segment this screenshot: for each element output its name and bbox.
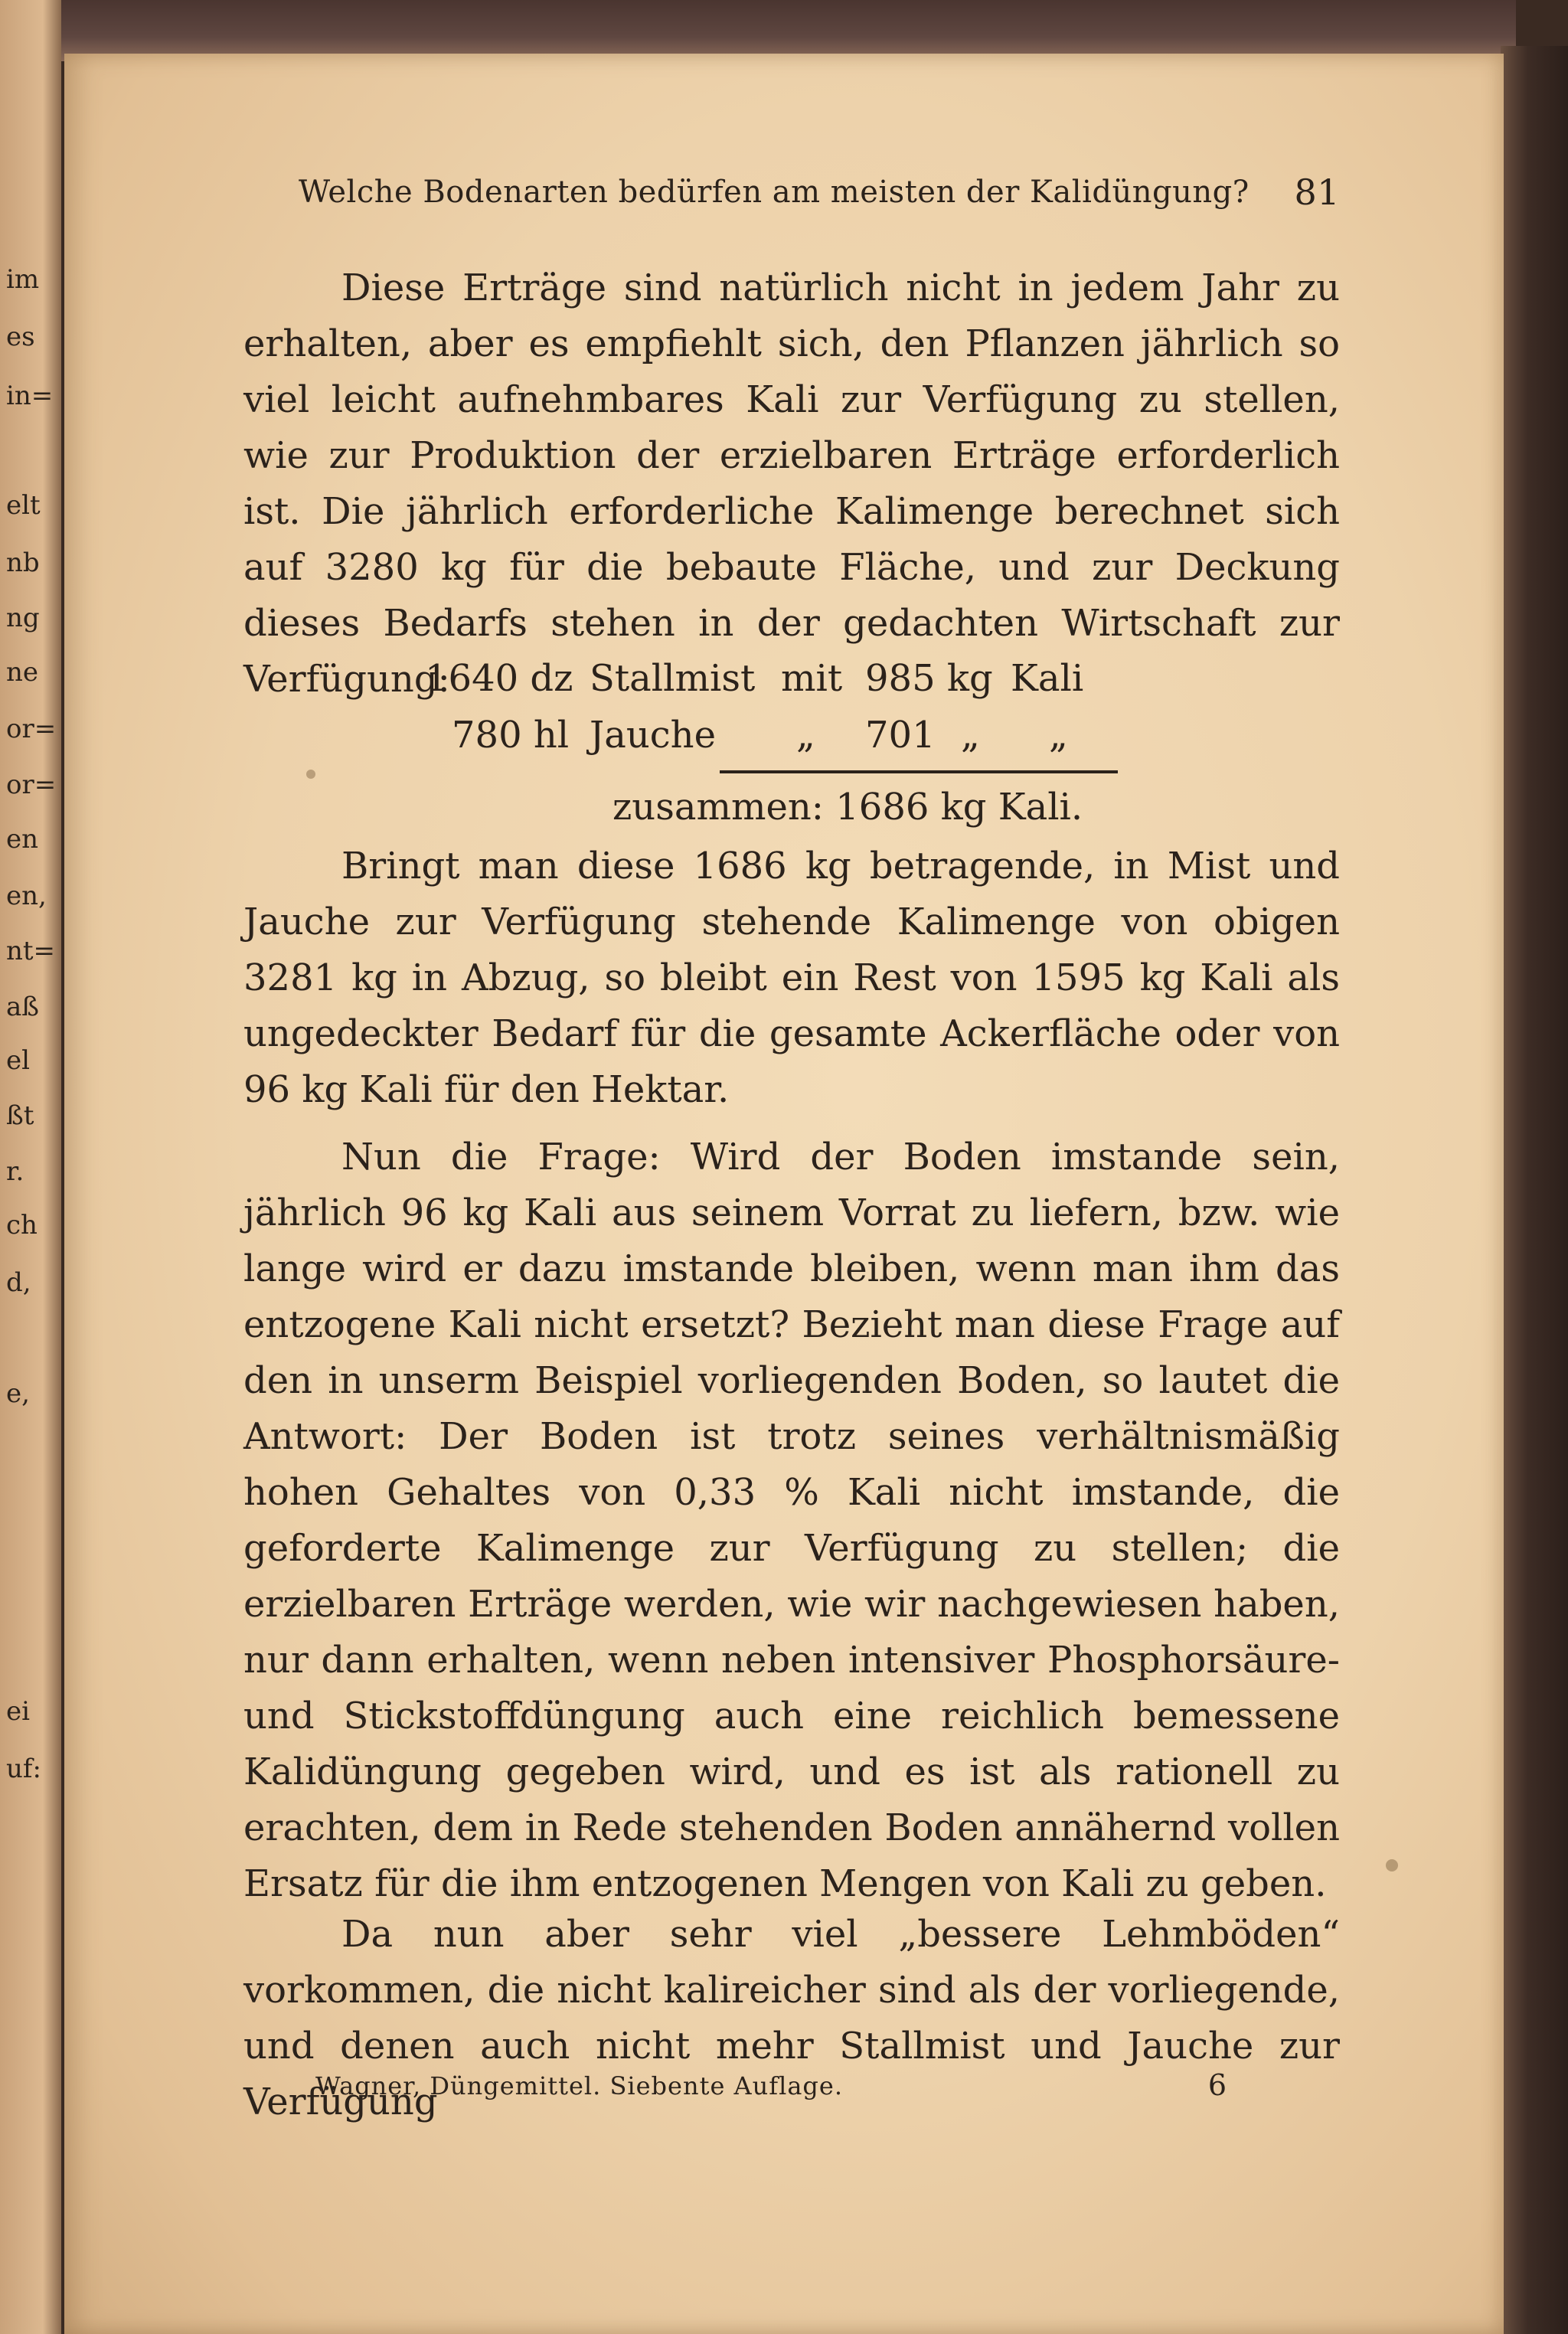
edge-fragment: ch <box>6 1210 38 1241</box>
signature-number: 6 <box>1207 2068 1227 2102</box>
row-amount: 985 kg <box>865 657 993 700</box>
edge-fragment: nb <box>6 548 40 578</box>
edge-fragment: en, <box>6 881 47 911</box>
book-cover-right <box>1501 46 1568 2334</box>
sum-rule <box>720 770 1118 773</box>
paragraph-text: Nun die Frage: Wird der Boden imstande sein, jährlich 96 kg Kali aus seinem Vorrat zu liefern, bzw. wie lange wird er dazu imstande bleiben, wenn man ihm das entzogene Kali nicht ersetzt? Bezieht man diese Frage auf den in unserm Beispiel vorliegenden Boden, so lautet die Antwort: Der Boden ist trotz seines verhältnismäßig hohen Gehaltes von 0,33 % Kali nicht imstande, die geforderte Kalimenge zur Verfügung zu stellen; die erzielbaren Erträge werden, wie wir nachgewiesen haben, nur dann erhalten, wenn neben intensiver Phosphorsäure- und Stickstoffdüngung auch eine reichlich bemessene Kalidüngung gegeben wird, und es ist als rationell zu erachten, dem in Rede stehenden Boden annähernd vollen Ersatz für die ihm entzogenen Mengen von Kali zu geben. <box>243 1136 1340 1905</box>
edge-fragment: en <box>6 824 39 855</box>
table-total: zusammen: 1686 kg Kali. <box>612 786 1083 829</box>
edge-fragment: aß <box>6 992 39 1022</box>
row-item: Stallmist <box>590 657 756 700</box>
edge-fragment: im <box>6 264 40 295</box>
book-cover-top <box>61 0 1516 61</box>
row-word: mit <box>781 657 843 700</box>
edge-fragment: ei <box>6 1696 30 1727</box>
footer <box>315 2068 1227 2110</box>
paragraph-text: Da nun aber sehr viel „bessere Lehmböden“ vorkommen, die nicht kalireicher sind als der vorliegende, und denen auch nicht mehr Stallmist und Jauche zur Verfügung <box>243 1913 1340 2123</box>
header-title: Welche Bodenarten bedürfen am meisten der Kalidüngung? <box>299 175 1250 210</box>
paper-spot <box>306 770 315 779</box>
running-header <box>299 172 1340 221</box>
row-quantity: 780 hl <box>452 714 570 757</box>
edge-fragment: uf: <box>6 1754 41 1784</box>
edge-fragment: or= <box>6 714 57 744</box>
edge-fragment: es <box>6 322 35 352</box>
row-quantity: 1640 dz <box>425 657 573 700</box>
edge-fragment: r. <box>6 1156 24 1187</box>
footer-signature: Wagner, Düngemittel. Siebente Auflage. <box>315 2071 844 2100</box>
paragraph-text: Diese Erträge sind natürlich nicht in jedem Jahr zu erhalten, aber es empfiehlt sich, den Pflanzen jährlich so viel leicht aufnehmbares Kali zur Verfügung zu stellen, wie zur Produktion der erzielbaren Erträge erforderlich ist. Die jährlich erforderliche Kalimenge berechnet sich auf 3280 kg für die bebaute Fläche, und zur Deckung dieses Bedarfs stehen in der gedachten Wirtschaft zur Verfügung: <box>243 266 1340 701</box>
table-row <box>413 657 1148 714</box>
manure-potash-table <box>413 657 1148 829</box>
edge-fragment: e, <box>6 1378 30 1409</box>
edge-fragment: ne <box>6 657 39 688</box>
edge-fragment: elt <box>6 490 41 521</box>
edge-fragment: ßt <box>6 1100 34 1131</box>
page-number: 81 <box>1294 172 1340 213</box>
row-amount: 701 <box>865 714 936 757</box>
paragraph-3 <box>243 1129 1340 1912</box>
row-ditto: „ <box>796 714 815 757</box>
edge-fragment: el <box>6 1045 30 1076</box>
row-ditto: „ <box>1049 714 1068 757</box>
edge-fragment: or= <box>6 770 57 800</box>
paragraph-2 <box>243 838 1340 1118</box>
paragraph-text: Bringt man diese 1686 kg betragende, in Mist und Jauche zur Verfügung stehende Kalimenge von obigen 3281 kg in Abzug, so bleibt ein Rest von 1595 kg Kali als ungedeckter Bedarf für die gesamte Ackerfläche oder von 96 kg Kali für den Hektar. <box>243 845 1340 1111</box>
paper-spot <box>1386 1859 1398 1871</box>
paragraph-1 <box>243 260 1340 708</box>
edge-fragment: in= <box>6 381 54 411</box>
row-unit: Kali <box>1011 657 1084 700</box>
edge-fragment: d, <box>6 1267 31 1298</box>
edge-fragment: nt= <box>6 936 56 966</box>
left-page-edge <box>0 0 61 2334</box>
row-item: Jauche <box>590 714 716 757</box>
row-ditto: „ <box>961 714 980 757</box>
edge-fragment: ng <box>6 603 40 633</box>
table-row <box>413 714 1148 770</box>
